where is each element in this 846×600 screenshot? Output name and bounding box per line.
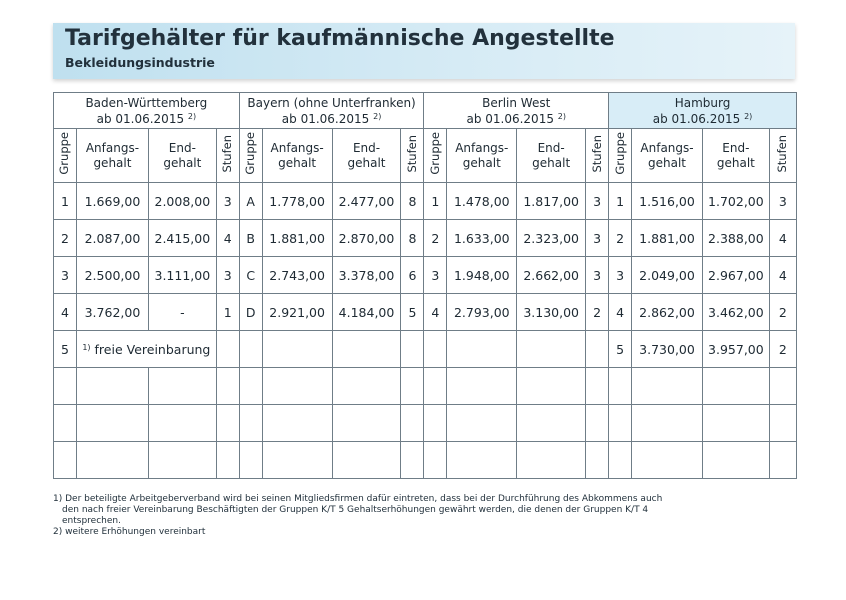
col-header-stufen: Stufen: [769, 129, 796, 183]
col-header-endgehalt: End- gehalt: [332, 129, 401, 183]
cell-stufen: 5: [401, 294, 424, 331]
cell-anfangsgehalt: 2.793,00: [447, 294, 517, 331]
cell-gruppe: 1: [424, 183, 447, 220]
cell-gruppe: 2: [609, 220, 632, 257]
col-header-endgehalt: End- gehalt: [702, 129, 769, 183]
cell-gruppe: 3: [609, 257, 632, 294]
cell-stufen: 2: [769, 331, 796, 368]
cell-endgehalt: 3.130,00: [517, 294, 586, 331]
cell-stufen: 6: [401, 257, 424, 294]
salary-table: [53, 92, 797, 479]
cell-stufen: 3: [586, 257, 609, 294]
cell-stufen: 1: [216, 294, 239, 331]
cell-stufen: 4: [769, 220, 796, 257]
footnote-1-cont: entsprechen.: [62, 516, 121, 526]
table-row-empty: [54, 405, 797, 442]
cell-anfangsgehalt: 2.862,00: [632, 294, 703, 331]
col-header-anfangsgehalt: Anfangs- gehalt: [632, 129, 703, 183]
cell-endgehalt: 3.462,00: [702, 294, 769, 331]
col-header-gruppe: Gruppe: [239, 129, 262, 183]
table-row: [54, 294, 797, 331]
region-name: Baden-Württemberg: [85, 95, 208, 110]
cell-endgehalt: 2.477,00: [332, 183, 401, 220]
cell-endgehalt: 4.184,00: [332, 294, 401, 331]
region-header-bayern: [239, 93, 424, 129]
cell-empty: [401, 331, 424, 368]
footnote-2: 2) weitere Erhöhungen vereinbart: [53, 527, 206, 537]
col-header-gruppe: Gruppe: [54, 129, 77, 183]
col-header-stufen: Stufen: [586, 129, 609, 183]
cell-empty: [447, 331, 517, 368]
cell-endgehalt: 2.662,00: [517, 257, 586, 294]
cell-anfangsgehalt: 2.921,00: [262, 294, 332, 331]
cell-gruppe: 4: [54, 294, 77, 331]
cell-endgehalt: 1.817,00: [517, 183, 586, 220]
col-header-anfangsgehalt: Anfangs- gehalt: [262, 129, 332, 183]
cell-stufen: 4: [216, 220, 239, 257]
col-header-gruppe: Gruppe: [424, 129, 447, 183]
cell-gruppe: 3: [54, 257, 77, 294]
footnote-1-cont: den nach freier Vereinbarung Beschäftigten der Gruppen K/T 5 Gehaltserhöhungen gewährt werden, die denen der Gruppen K/T 4: [62, 505, 649, 515]
cell-stufen: 3: [769, 183, 796, 220]
cell-stufen: 3: [216, 183, 239, 220]
cell-endgehalt: 2.008,00: [148, 183, 216, 220]
cell-anfangsgehalt: 1.669,00: [76, 183, 148, 220]
cell-anfangsgehalt: 2.087,00: [76, 220, 148, 257]
footnotes: [53, 494, 773, 538]
region-name: Bayern (ohne Unterfranken): [247, 95, 416, 110]
cell-endgehalt: -: [148, 294, 216, 331]
footnote-ref: 2): [187, 111, 197, 121]
cell-gruppe: 2: [54, 220, 77, 257]
cell-endgehalt: 2.323,00: [517, 220, 586, 257]
cell-anfangsgehalt: 3.762,00: [76, 294, 148, 331]
region-name: Berlin West: [482, 95, 551, 110]
footnote-ref: 2): [373, 111, 382, 121]
cell-gruppe: 2: [424, 220, 447, 257]
cell-anfangsgehalt: 2.743,00: [262, 257, 332, 294]
cell-anfangsgehalt: 2.049,00: [632, 257, 703, 294]
cell-stufen: 3: [586, 220, 609, 257]
footnote-ref: 2): [557, 111, 567, 121]
cell-gruppe: C: [239, 257, 262, 294]
cell-gruppe: 1: [54, 183, 77, 220]
table-row: [54, 183, 797, 220]
cell-empty: [262, 331, 332, 368]
cell-endgehalt: 3.378,00: [332, 257, 401, 294]
cell-gruppe: 5: [54, 331, 77, 368]
cell-endgehalt: 1.702,00: [702, 183, 769, 220]
cell-endgehalt: 3.957,00: [702, 331, 769, 368]
cell-endgehalt: 3.111,00: [148, 257, 216, 294]
region-date: ab 01.06.2015: [466, 111, 554, 126]
cell-empty: [517, 331, 586, 368]
region-header-hamburg: [609, 93, 797, 129]
cell-anfangsgehalt: 3.730,00: [632, 331, 703, 368]
col-header-anfangsgehalt: Anfangs- gehalt: [447, 129, 517, 183]
region-name: Hamburg: [674, 95, 731, 110]
cell-gruppe: A: [239, 183, 262, 220]
cell-stufen: 4: [769, 257, 796, 294]
title-banner: [53, 23, 795, 79]
cell-gruppe: D: [239, 294, 262, 331]
col-header-gruppe: Gruppe: [609, 129, 632, 183]
cell-endgehalt: 2.415,00: [148, 220, 216, 257]
region-header-berlin-west: [424, 93, 609, 129]
cell-gruppe: 3: [424, 257, 447, 294]
page-title: Tarifgehälter für kaufmännische Angestellte: [65, 26, 615, 51]
cell-gruppe: 4: [424, 294, 447, 331]
region-date: ab 01.06.2015: [96, 111, 185, 126]
table-row-empty: [54, 368, 797, 405]
col-header-endgehalt: End- gehalt: [148, 129, 216, 183]
cell-endgehalt: 2.870,00: [332, 220, 401, 257]
footnote-ref: 1): [82, 342, 91, 352]
cell-stufen: 8: [401, 183, 424, 220]
cell-anfangsgehalt: 2.500,00: [76, 257, 148, 294]
cell-note-freie-vereinbarung: [76, 331, 216, 368]
col-header-stufen: Stufen: [216, 129, 239, 183]
table-row: [54, 220, 797, 257]
cell-empty: [239, 331, 262, 368]
cell-gruppe: 5: [609, 331, 632, 368]
cell-anfangsgehalt: 1.881,00: [262, 220, 332, 257]
region-date: ab 01.06.2015: [652, 111, 741, 126]
col-header-stufen: Stufen: [401, 129, 424, 183]
table-row: [54, 257, 797, 294]
cell-anfangsgehalt: 1.478,00: [447, 183, 517, 220]
cell-empty: [216, 331, 239, 368]
footnote-ref: 2): [744, 111, 753, 121]
region-header-baden-wuerttemberg: [54, 93, 240, 129]
page-subtitle: Bekleidungsindustrie: [65, 55, 215, 70]
cell-anfangsgehalt: 1.516,00: [632, 183, 703, 220]
cell-stufen: 8: [401, 220, 424, 257]
cell-stufen: 2: [769, 294, 796, 331]
cell-gruppe: B: [239, 220, 262, 257]
cell-gruppe: 1: [609, 183, 632, 220]
footnote-1: 1) Der beteiligte Arbeitgeberverband wird bei seinen Mitgliedsfirmen dafür eintreten, dass bei der Durchführung des Abkommens auch: [53, 494, 663, 504]
cell-stufen: 3: [586, 183, 609, 220]
cell-anfangsgehalt: 1.778,00: [262, 183, 332, 220]
col-header-endgehalt: End- gehalt: [517, 129, 586, 183]
cell-empty: [424, 331, 447, 368]
table-row: [54, 331, 797, 368]
cell-anfangsgehalt: 1.633,00: [447, 220, 517, 257]
cell-stufen: 2: [586, 294, 609, 331]
cell-endgehalt: 2.967,00: [702, 257, 769, 294]
cell-stufen: 3: [216, 257, 239, 294]
cell-empty: [332, 331, 401, 368]
cell-empty: [586, 331, 609, 368]
note-text: freie Vereinbarung: [94, 341, 211, 357]
cell-gruppe: 4: [609, 294, 632, 331]
cell-anfangsgehalt: 1.948,00: [447, 257, 517, 294]
table-row-empty: [54, 442, 797, 479]
cell-endgehalt: 2.388,00: [702, 220, 769, 257]
col-header-anfangsgehalt: Anfangs- gehalt: [76, 129, 148, 183]
cell-anfangsgehalt: 1.881,00: [632, 220, 703, 257]
region-date: ab 01.06.2015: [281, 111, 370, 126]
